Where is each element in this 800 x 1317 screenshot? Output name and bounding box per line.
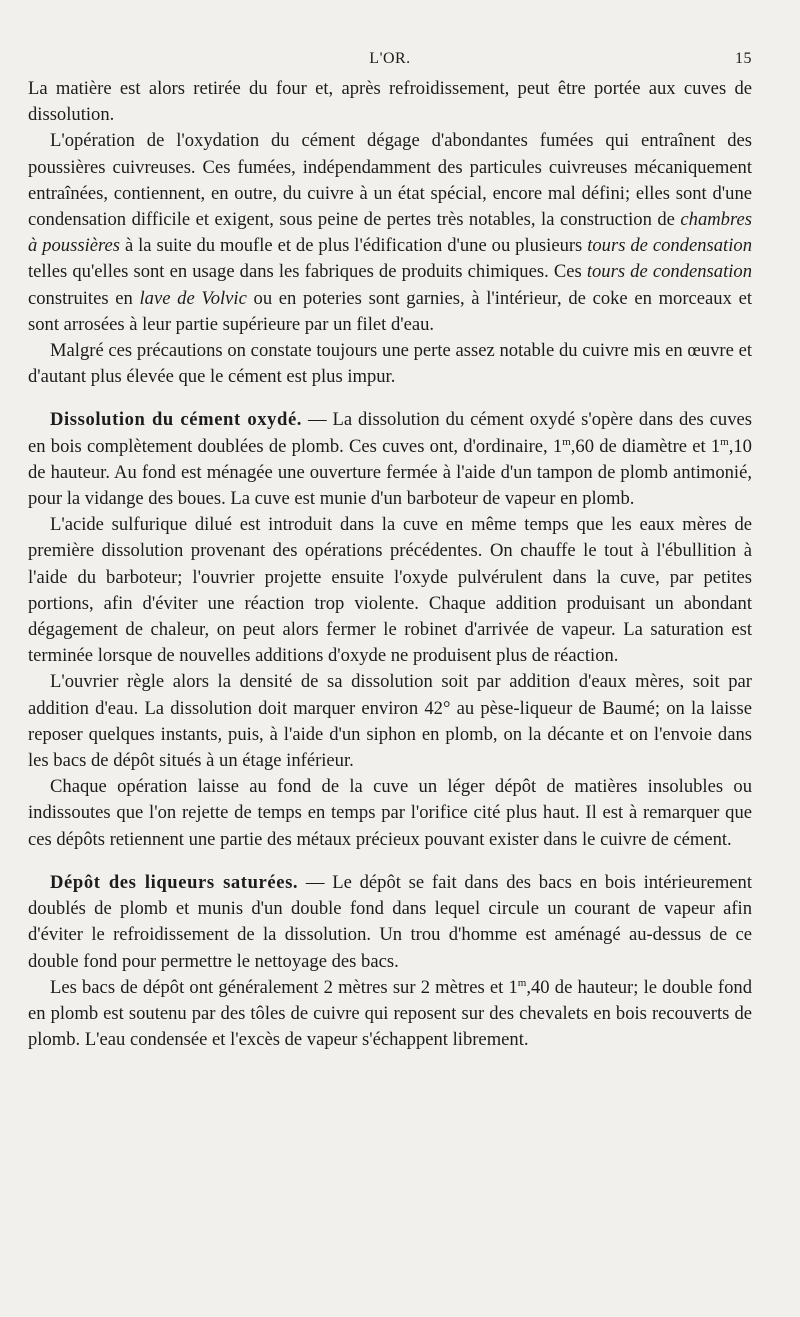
section-heading-depot: Dépôt des liqueurs saturées. bbox=[50, 871, 299, 893]
running-header bbox=[28, 46, 752, 76]
paragraph-5: L'ouvrier règle alors la densité de sa dissolution soit par addition d'eaux mères, soit par addition d'eau. La dissolution doit marquer environ 42° au pèse-liqueur de Baumé; on la laisse reposer quelques instants, puis, à l'aide d'un siphon en plomb, on la décante et on l'envoie dans les bacs de dépôt situés à un étage inférieur. bbox=[28, 671, 752, 772]
term-chambres: chambres à poussières bbox=[28, 209, 752, 257]
section-dissolution: Dissolution du cément oxydé. — La dissolution du cément oxydé s'opère dans des cuves en bois complètement doublées de plomb. Ces cuves ont, d'ordinaire, 1$^m$,60 de diamètre et 1$^m$,10 de hauteur. Au fond est ménagée une ouverture fermée à l'aide d'un tampon de plomb antimonié, pour la vidange des boues. La cuve est munie d'un barboteur de vapeur en plomb. bbox=[28, 409, 752, 510]
paragraph-1: La matière est alors retirée du four et, après refroidissement, peut être portée aux cuves de dissolution. bbox=[28, 78, 752, 126]
section-heading-dissolution: Dissolution du cément oxydé. bbox=[50, 409, 303, 431]
section-depot: Dépôt des liqueurs saturées. — Le dépôt se fait dans des bacs en bois intérieurement doublés de plomb et munis d'un double fond dans lequel circule un courant de vapeur afin d'éviter le refroidissement de la dissolution. Un trou d'homme est aménagé au-dessus de ce double fond pour permettre le nettoyage des bacs. bbox=[28, 871, 753, 972]
running-title: L'OR. bbox=[369, 50, 411, 67]
paragraph-6: Chaque opération laisse au fond de la cuve un léger dépôt de matières insolubles ou indissoutes que l'on rejette de temps en temps par l'orifice cité plus haut. Il est à remarquer que ces dépôts retiennent une partie des métaux précieux pouvant exister dans le cuivre de cément. bbox=[28, 776, 752, 850]
paragraph-2: L'opération de l'oxydation du cément dégage d'abondantes fumées qui entraînent des poussières cuivreuses. Ces fumées, indépendamment des particules cuivreuses mécaniquement entraînées, contiennent, en outre, du cuivre à un état spécial, encore mal défini; elles sont d'une condensation difficile et exigent, sous peine de pertes très notables, la construction de chambres à poussières à la suite du moufle et de plus l'édification d'une ou plusieurs tours de condensation telles qu'elles sont en usage dans les fabriques de produits chimiques. Ces tours de condensation construites en lave de Volvic ou en poteries sont garnies, à l'intérieur, de coke en morceaux et sont arrosées à leur partie supérieure par un filet d'eau. bbox=[28, 130, 753, 335]
term-tours-1: tours de condensation bbox=[587, 235, 752, 257]
term-tours-2: tours de condensation bbox=[586, 261, 752, 283]
term-lave: lave de Volvic bbox=[139, 287, 247, 309]
body-text bbox=[28, 76, 752, 1053]
paragraph-3: Malgré ces précautions on constate toujours une perte assez notable du cuivre mis en œuvre et d'autant plus élevée que le cément est plus impur. bbox=[28, 340, 752, 388]
page-number: 15 bbox=[735, 50, 752, 67]
paragraph-7: Les bacs de dépôt ont généralement 2 mètres sur 2 mètres et 1$^m$,40 de hauteur; le double fond en plomb est soutenu par des tôles de cuivre qui reposent sur des chevalets en bois recouverts de plomb. L'eau condensée et l'excès de vapeur s'échappent librement. bbox=[28, 976, 753, 1051]
paragraph-4: L'acide sulfurique dilué est introduit dans la cuve en même temps que les eaux mères de première dissolution provenant des opérations précédentes. On chauffe le tout à l'ébullition à l'aide du barboteur; l'ouvrier projette ensuite l'oxyde pulvérulent dans la cuve, par petites portions, afin d'éviter une réaction trop violente. Chaque addition produisant un abondant dégagement de chaleur, on peut alors fermer le robinet d'arrivée de vapeur. La saturation est terminée lorsque de nouvelles additions d'oxyde ne produisent plus de réaction. bbox=[28, 514, 752, 667]
